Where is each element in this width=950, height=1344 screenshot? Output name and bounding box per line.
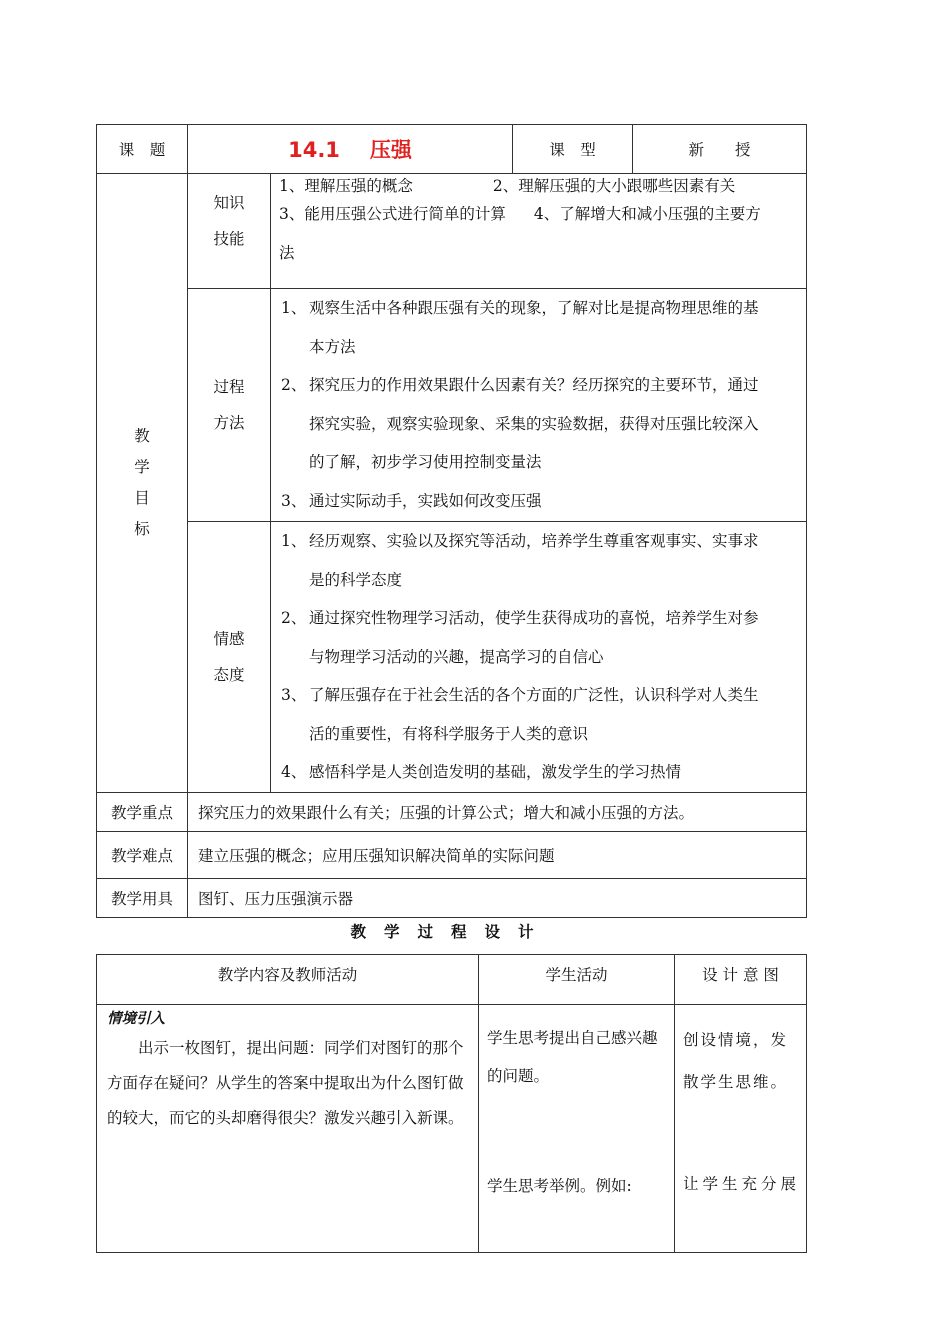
type-label: 课 型 (513, 125, 633, 174)
knowledge-label-cell (188, 174, 271, 289)
process-item: 3、 通过实际动手，实践如何改变压强 (281, 491, 542, 510)
objectives-label-4: 标 (134, 519, 150, 538)
process-content (271, 289, 807, 522)
student-text-1: 学生思考提出自己感兴趣的问题。 (487, 1029, 658, 1085)
emotion-content (271, 522, 807, 793)
knowledge-item-4-cont: 法 (279, 244, 295, 262)
col-header-intent: 设 计 意 图 (675, 955, 807, 1005)
process-table (96, 954, 807, 1253)
objectives-label-2: 学 (134, 457, 150, 476)
process-label-1: 过程 (213, 378, 245, 396)
knowledge-content (271, 174, 807, 289)
emotion-label-2: 态度 (213, 665, 245, 684)
knowledge-item-1: 1、理解压强的概念 (279, 177, 413, 195)
process-label-2: 方法 (213, 414, 245, 432)
knowledge-item-3: 3、能用压强公式进行简单的计算 (279, 205, 506, 223)
emotion-item: 1、 经历观察、实验以及探究等活动，培养学生尊重客观事实、实事求 是的科学态度 (281, 532, 759, 589)
difficulties-value: 建立压强的概念；应用压强知识解决简单的实际问题 (188, 831, 807, 878)
tools-value: 图钉、压力压强演示器 (188, 878, 807, 917)
student-text-2: 学生思考举例。例如: (487, 1177, 632, 1195)
difficulties-label: 教学难点 (97, 831, 188, 878)
emotion-item: 2、 通过探究性物理学习活动，使学生获得成功的喜悦，培养学生对参 与物理学习活动的兴趣，提高学习的自信心 (281, 609, 759, 666)
emotion-label-cell (188, 522, 271, 793)
emotion-item: 4、 感悟科学是人类创造发明的基础，激发学生的学习热情 (281, 763, 682, 781)
topic-title: 压强 (369, 138, 412, 162)
intent-cell (675, 1005, 807, 1253)
objectives-label-cell (97, 174, 188, 793)
knowledge-label-2: 技能 (213, 230, 245, 248)
type-value: 新 授 (633, 125, 807, 174)
knowledge-item-2: 2、理解压强的大小跟哪些因素有关 (492, 177, 736, 195)
process-label-cell (188, 289, 271, 522)
knowledge-label-1: 知识 (213, 194, 245, 212)
topic-number: 14.1 (288, 138, 340, 162)
emotion-label-1: 情感 (213, 629, 245, 648)
teacher-activity-cell (97, 1005, 479, 1253)
intent-text-2: 让学生充分展 (683, 1175, 801, 1193)
teacher-text: 出示一枚图钉，提出问题：同学们对图钉的那个方面存在疑问？从学生的答案中提取出为什么图钉做的较大，而它的头却磨得很尖？激发兴趣引入新课。 (107, 1039, 464, 1127)
intent-text-1: 创设情境，发散学生思维。 (683, 1031, 789, 1091)
student-activity-cell (479, 1005, 675, 1253)
key-points-value: 探究压力的效果跟什么有关；压强的计算公式；增大和减小压强的方法。 (188, 792, 807, 831)
process-item: 1、 观察生活中各种跟压强有关的现象，了解对比是提高物理思维的基 本方法 (281, 299, 759, 356)
emotion-item: 3、 了解压强存在于社会生活的各个方面的广泛性，认识科学对人类生 活的重要性，有将科学服务于人类的意识 (281, 686, 759, 743)
lesson-info-table (96, 124, 807, 918)
topic-title-cell (188, 125, 513, 174)
process-section-title: 教学过程设计 (350, 922, 552, 941)
key-points-label: 教学重点 (97, 792, 188, 831)
topic-label: 课 题 (97, 125, 188, 174)
objectives-label-3: 目 (134, 488, 150, 507)
objectives-label-1: 教 (134, 426, 150, 445)
tools-label: 教学用具 (97, 878, 188, 917)
col-header-teacher: 教学内容及教师活动 (97, 955, 479, 1005)
process-item: 2、 探究压力的作用效果跟什么因素有关？经历探究的主要环节，通过 探究实验，观察实验现象、采集的实验数据，获得对压强比较深入 的了解，初步学习使用控制变量法 (281, 376, 759, 471)
knowledge-item-4: 4、了解增大和减小压强的主要方 (533, 205, 761, 223)
section-heading: 情境引入 (107, 1011, 165, 1027)
col-header-student: 学生活动 (479, 955, 675, 1005)
